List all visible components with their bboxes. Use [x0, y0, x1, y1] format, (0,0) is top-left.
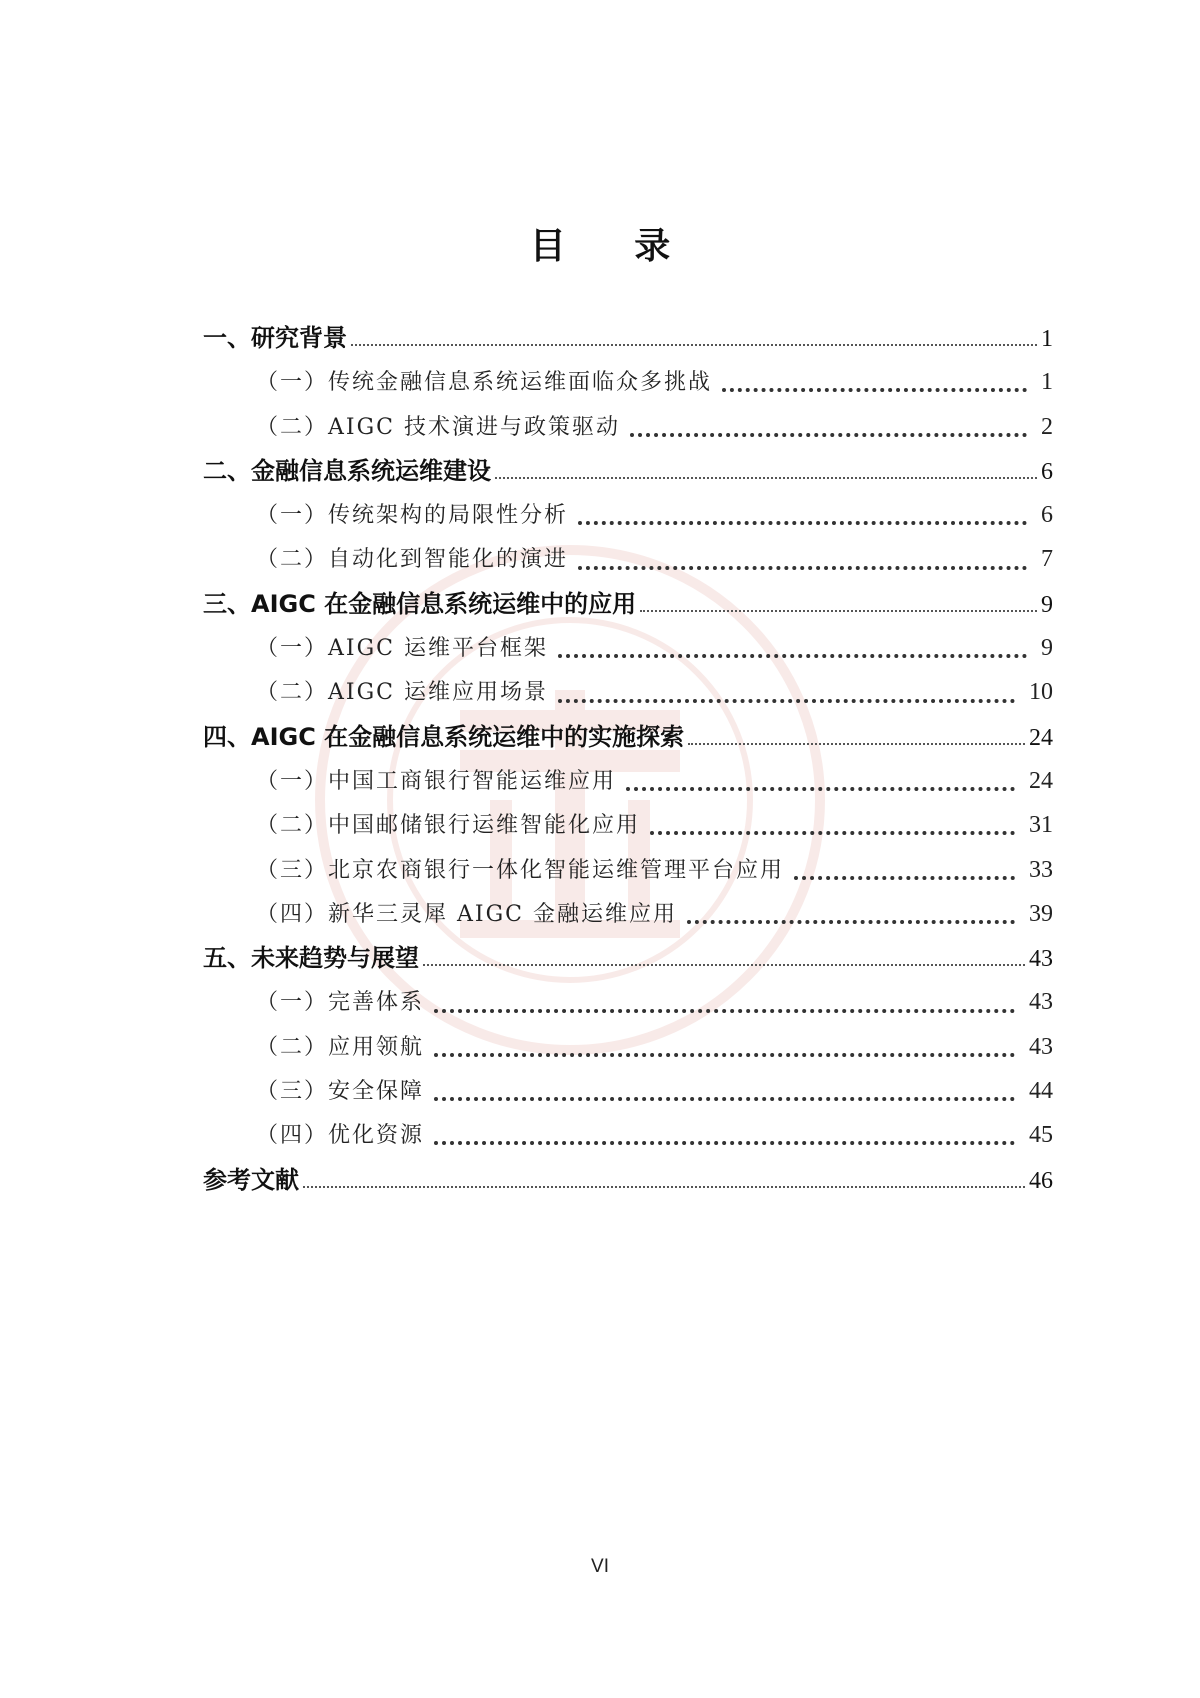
table-of-contents — [203, 316, 1053, 1202]
toc-section-entry[interactable] — [203, 537, 1053, 581]
toc-entry-label: （一）传统架构的局限性分析 — [256, 503, 569, 529]
toc-dot-leader — [434, 1097, 1015, 1101]
toc-entry-label: （一）完善体系 — [256, 990, 425, 1016]
toc-dot-leader — [722, 388, 1027, 392]
toc-entry-page-number: 24 — [1029, 724, 1053, 751]
toc-entry-label: （一）传统金融信息系统运维面临众多挑战 — [256, 370, 713, 396]
toc-entry-label: （二）中国邮储银行运维智能化应用 — [256, 813, 641, 839]
toc-entry-label: 五、未来趋势与展望 — [203, 944, 419, 973]
toc-entry-page-number: 2 — [1041, 413, 1053, 440]
toc-dot-leader — [640, 610, 1037, 612]
toc-dot-leader — [558, 699, 1015, 703]
toc-dot-leader — [434, 1141, 1015, 1145]
toc-dot-leader — [687, 920, 1015, 924]
toc-dot-leader — [423, 964, 1025, 966]
toc-dot-leader — [351, 344, 1037, 346]
toc-section-entry[interactable] — [203, 848, 1053, 892]
toc-entry-label: （二）应用领航 — [256, 1034, 425, 1060]
toc-chapter-entry[interactable] — [203, 582, 1053, 626]
toc-entry-page-number: 1 — [1041, 326, 1053, 352]
toc-entry-page-number: 31 — [1029, 812, 1053, 839]
toc-dot-leader — [688, 743, 1025, 745]
toc-dot-leader — [650, 831, 1015, 835]
toc-dot-leader — [626, 787, 1015, 791]
toc-entry-page-number: 9 — [1041, 635, 1053, 662]
toc-entry-page-number: 24 — [1029, 767, 1053, 794]
toc-entry-label: （一）中国工商银行智能运维应用 — [256, 768, 617, 794]
toc-dot-leader — [630, 433, 1027, 437]
toc-section-entry[interactable] — [203, 759, 1053, 803]
toc-entry-label: 二、金融信息系统运维建设 — [203, 456, 491, 485]
toc-entry-label: （二）自动化到智能化的演进 — [256, 547, 569, 573]
toc-chapter-entry[interactable] — [203, 1158, 1053, 1202]
toc-section-entry[interactable] — [203, 1025, 1053, 1069]
toc-section-entry[interactable] — [203, 360, 1053, 404]
toc-entry-page-number: 33 — [1029, 856, 1053, 883]
toc-entry-page-number: 45 — [1029, 1122, 1053, 1149]
toc-entry-label: 一、研究背景 — [203, 324, 347, 352]
toc-section-entry[interactable] — [203, 1069, 1053, 1113]
toc-section-entry[interactable] — [203, 626, 1053, 670]
toc-entry-label: 四、AIGC 在金融信息系统运维中的实施探索 — [203, 722, 685, 751]
toc-chapter-entry[interactable] — [203, 936, 1053, 980]
toc-section-entry[interactable] — [203, 670, 1053, 714]
toc-dot-leader — [578, 566, 1027, 570]
toc-chapter-entry[interactable] — [203, 449, 1053, 493]
toc-section-entry[interactable] — [203, 405, 1053, 449]
toc-entry-label: （三）安全保障 — [256, 1079, 425, 1105]
toc-section-entry[interactable] — [203, 803, 1053, 847]
toc-entry-page-number: 1 — [1041, 369, 1053, 396]
toc-entry-page-number: 7 — [1041, 546, 1053, 573]
toc-chapter-entry[interactable] — [203, 316, 1053, 360]
toc-dot-leader — [434, 1053, 1015, 1057]
toc-section-entry[interactable] — [203, 892, 1053, 936]
toc-entry-label: （二）AIGC 技术演进与政策驱动 — [256, 414, 620, 440]
toc-entry-label: 三、AIGC 在金融信息系统运维中的应用 — [203, 589, 637, 618]
toc-section-entry[interactable] — [203, 1113, 1053, 1157]
toc-entry-page-number: 43 — [1029, 946, 1053, 973]
toc-dot-leader — [558, 654, 1027, 658]
toc-section-entry[interactable] — [203, 980, 1053, 1024]
toc-dot-leader — [794, 876, 1015, 880]
page-number: VI — [591, 1556, 609, 1577]
toc-entry-label: （四）新华三灵犀 AIGC 金融运维应用 — [256, 901, 677, 927]
toc-entry-page-number: 9 — [1041, 591, 1053, 618]
toc-entry-label: （二）AIGC 运维应用场景 — [256, 680, 548, 706]
toc-entry-page-number: 46 — [1029, 1167, 1053, 1194]
toc-entry-label: （四）优化资源 — [256, 1123, 425, 1149]
toc-dot-leader — [578, 521, 1027, 525]
toc-entry-page-number: 10 — [1029, 679, 1053, 706]
toc-entry-page-number: 6 — [1041, 458, 1053, 485]
toc-chapter-entry[interactable] — [203, 715, 1053, 759]
toc-dot-leader — [495, 477, 1037, 479]
toc-entry-page-number: 43 — [1029, 989, 1053, 1016]
toc-dot-leader — [434, 1009, 1015, 1013]
toc-dot-leader — [303, 1186, 1025, 1188]
toc-entry-page-number: 44 — [1029, 1078, 1053, 1105]
page-title: 目 录 — [529, 226, 699, 267]
toc-entry-label: （三）北京农商银行一体化智能运维管理平台应用 — [256, 857, 785, 883]
toc-entry-page-number: 39 — [1029, 900, 1053, 927]
toc-entry-page-number: 6 — [1041, 502, 1053, 529]
toc-entry-label: 参考文献 — [203, 1165, 299, 1194]
toc-entry-page-number: 43 — [1029, 1033, 1053, 1060]
toc-section-entry[interactable] — [203, 493, 1053, 537]
toc-entry-label: （一）AIGC 运维平台框架 — [256, 636, 548, 662]
